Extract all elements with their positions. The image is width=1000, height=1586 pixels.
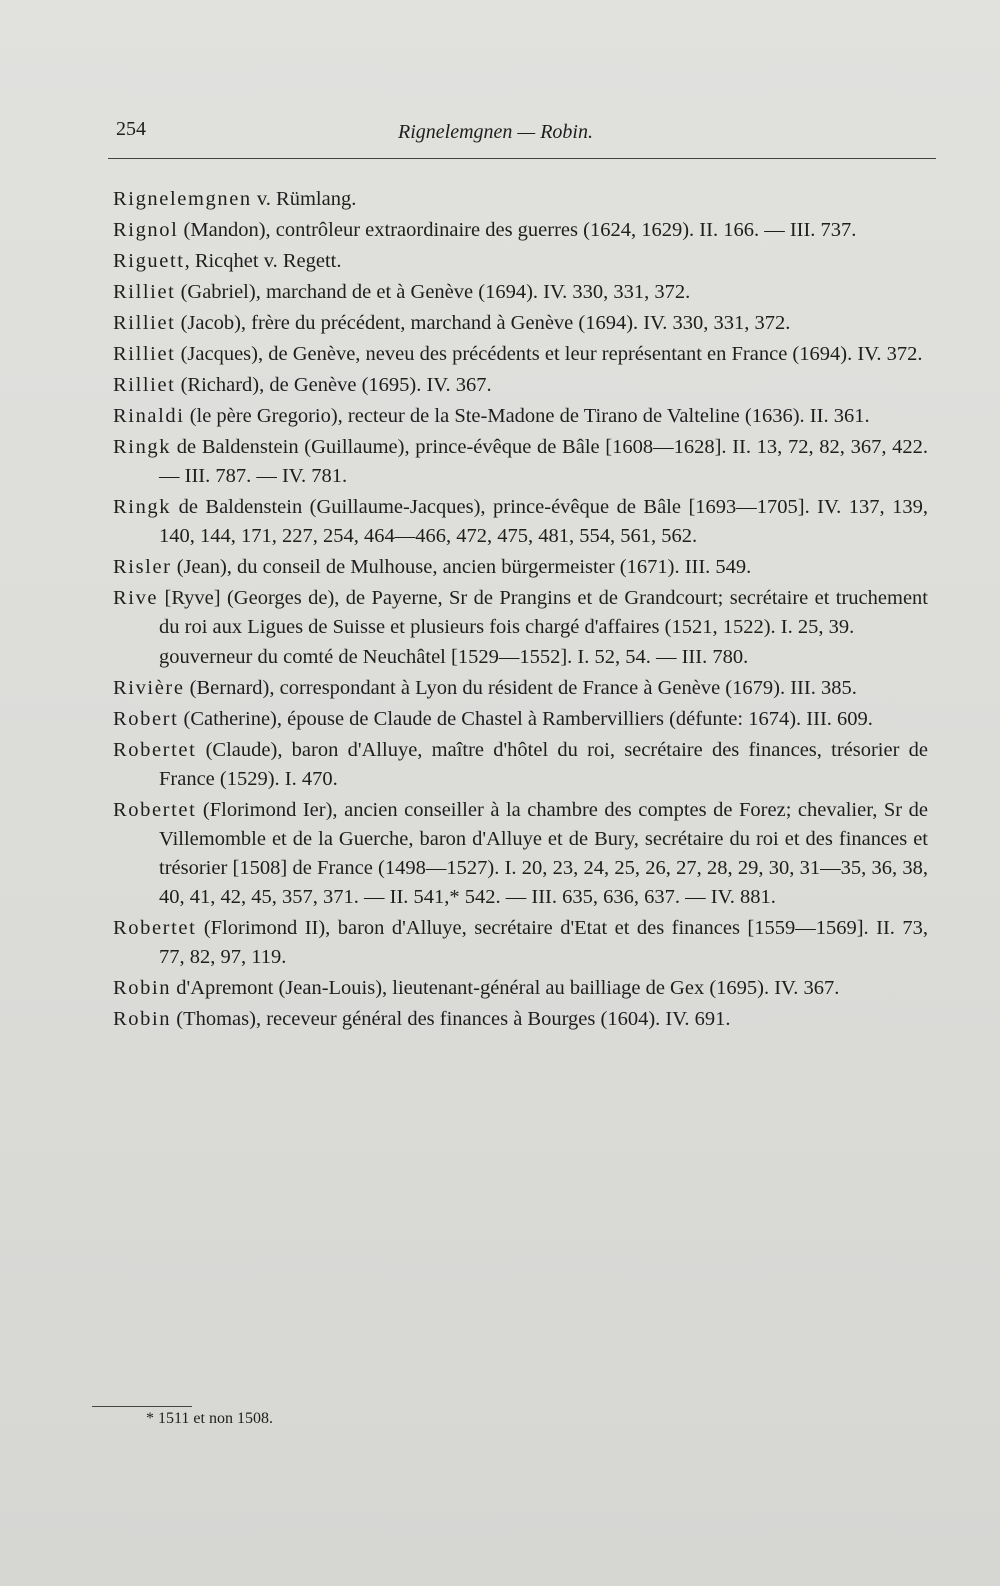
entry-name: Robertet — [113, 917, 197, 939]
entry-text: (Bernard), correspondant à Lyon du résident de France à Genève (1679). III. 385. — [184, 677, 857, 699]
entry-name: Rilliet — [113, 312, 176, 334]
index-entry — [113, 247, 928, 276]
entry-name: Rive — [113, 587, 159, 609]
entry-text: (Florimond Ier), ancien conseiller à la chambre des comptes de Forez; chevalier, Sr de Villemomble et de la Guerche, baron d'Alluye et de Bury, secrétaire du roi et des finances et trésorier [1508] de France (1498—1527). I. 20, 23, 24, 25, 26, 27, 28, 29, 30, 31—35, 36, 38, 40, 41, 42, 45, 357, 371. — II. 541,* 542. — III. 635, 636, 637. — IV. 881. — [159, 799, 928, 908]
header-rule — [108, 158, 936, 159]
index-entry — [113, 914, 928, 972]
entry-text: (Claude), baron d'Alluye, maître d'hôtel du roi, secrétaire des finances, trésorier de France (1529). I. 470. — [159, 739, 928, 790]
index-entry — [113, 736, 928, 794]
entry-text: gouverneur du comté de Neuchâtel [1529—1552]. I. 52, 54. — III. 780. — [159, 646, 749, 668]
index-entry — [113, 402, 928, 431]
entry-text: (le père Gregorio), recteur de la Ste-Madone de Tirano de Valteline (1636). II. 361. — [184, 405, 870, 427]
index-entry — [113, 974, 928, 1003]
entry-text: (Catherine), épouse de Claude de Chastel à Rambervilliers (défunte: 1674). III. 609. — [178, 708, 873, 730]
index-entry — [113, 584, 928, 642]
entry-name: Risler — [113, 556, 172, 578]
index-entry — [113, 1005, 928, 1034]
page-header — [108, 118, 936, 154]
running-title: Rignelemgnen — Robin. — [398, 121, 593, 143]
entry-name: Ringk — [113, 496, 172, 518]
entry-name: Riguett — [113, 250, 185, 272]
entry-text: (Richard), de Genève (1695). IV. 367. — [175, 374, 492, 396]
entry-text: d'Apremont (Jean-Louis), lieutenant-général au bailliage de Gex (1695). IV. 367. — [171, 977, 840, 999]
index-entry — [113, 309, 928, 338]
index-entry — [113, 796, 928, 912]
entry-name: Robertet — [113, 799, 197, 821]
entry-name: Robertet — [113, 739, 197, 761]
entry-name: Rilliet — [113, 281, 176, 303]
entry-name: Rilliet — [113, 343, 176, 365]
index-entry — [113, 433, 928, 491]
entry-text: v. Rümlang. — [251, 188, 357, 210]
entry-name: Rilliet — [113, 374, 176, 396]
entry-name: Robert — [113, 708, 179, 730]
entry-text: (Gabriel), marchand de et à Genève (1694). IV. 330, 331, 372. — [175, 281, 691, 303]
index-entry — [113, 674, 928, 703]
entry-text: (Mandon), contrôleur extraordinaire des guerres (1624, 1629). II. 166. — III. 737. — [178, 219, 857, 241]
entry-name: Rinaldi — [113, 405, 185, 427]
footnote: * 1511 et non 1508. — [146, 1410, 273, 1427]
entry-name: Rivière — [113, 677, 185, 699]
index-entry — [113, 340, 928, 369]
index-entry — [113, 371, 928, 400]
page-number: 254 — [116, 118, 146, 140]
entry-text: de Baldenstein (Guillaume), prince-évêque de Bâle [1608—1628]. II. 13, 72, 82, 367, 422. — III. 787. — IV. 781. — [159, 436, 928, 487]
entry-name: Robin — [113, 977, 172, 999]
entry-name: Ringk — [113, 436, 172, 458]
entry-text: (Jacob), frère du précédent, marchand à Genève (1694). IV. 330, 331, 372. — [175, 312, 791, 334]
entry-name: Rignol — [113, 219, 179, 241]
entry-text: , Ricqhet v. Regett. — [184, 250, 342, 272]
entry-name: Rignelemgnen — [113, 188, 252, 210]
index-entry-continuation — [113, 643, 928, 672]
index-entry — [113, 705, 928, 734]
entry-text: de Baldenstein (Guillaume-Jacques), prince-évêque de Bâle [1693—1705]. IV. 137, 139, 140, 144, 171, 227, 254, 464—466, 472, 475, 481, 554, 561, 562. — [159, 496, 928, 547]
footnote-rule — [92, 1406, 192, 1407]
index-entry — [113, 493, 928, 551]
entry-text: (Florimond II), baron d'Alluye, secrétaire d'Etat et des finances [1559—1569]. II. 73, 77, 82, 97, 119. — [159, 917, 928, 968]
entry-text: [Ryve] (Georges de), de Payerne, Sr de Prangins et de Grandcourt; secrétaire et truchement du roi aux Ligues de Suisse et plusieurs fois chargé d'affaires (1521, 1522). I. 25, 39. — [158, 587, 928, 638]
index-entry — [113, 185, 928, 214]
entry-text: (Jean), du conseil de Mulhouse, ancien bürgermeister (1671). III. 549. — [171, 556, 752, 578]
index-entry — [113, 278, 928, 307]
entry-text: (Thomas), receveur général des finances à Bourges (1604). IV. 691. — [171, 1008, 731, 1030]
entry-name: Robin — [113, 1008, 172, 1030]
entry-text: (Jacques), de Genève, neveu des précédents et leur représentant en France (1694). IV. 372. — [175, 343, 923, 365]
index-entries — [113, 185, 928, 1036]
index-entry — [113, 553, 928, 582]
index-entry — [113, 216, 928, 245]
